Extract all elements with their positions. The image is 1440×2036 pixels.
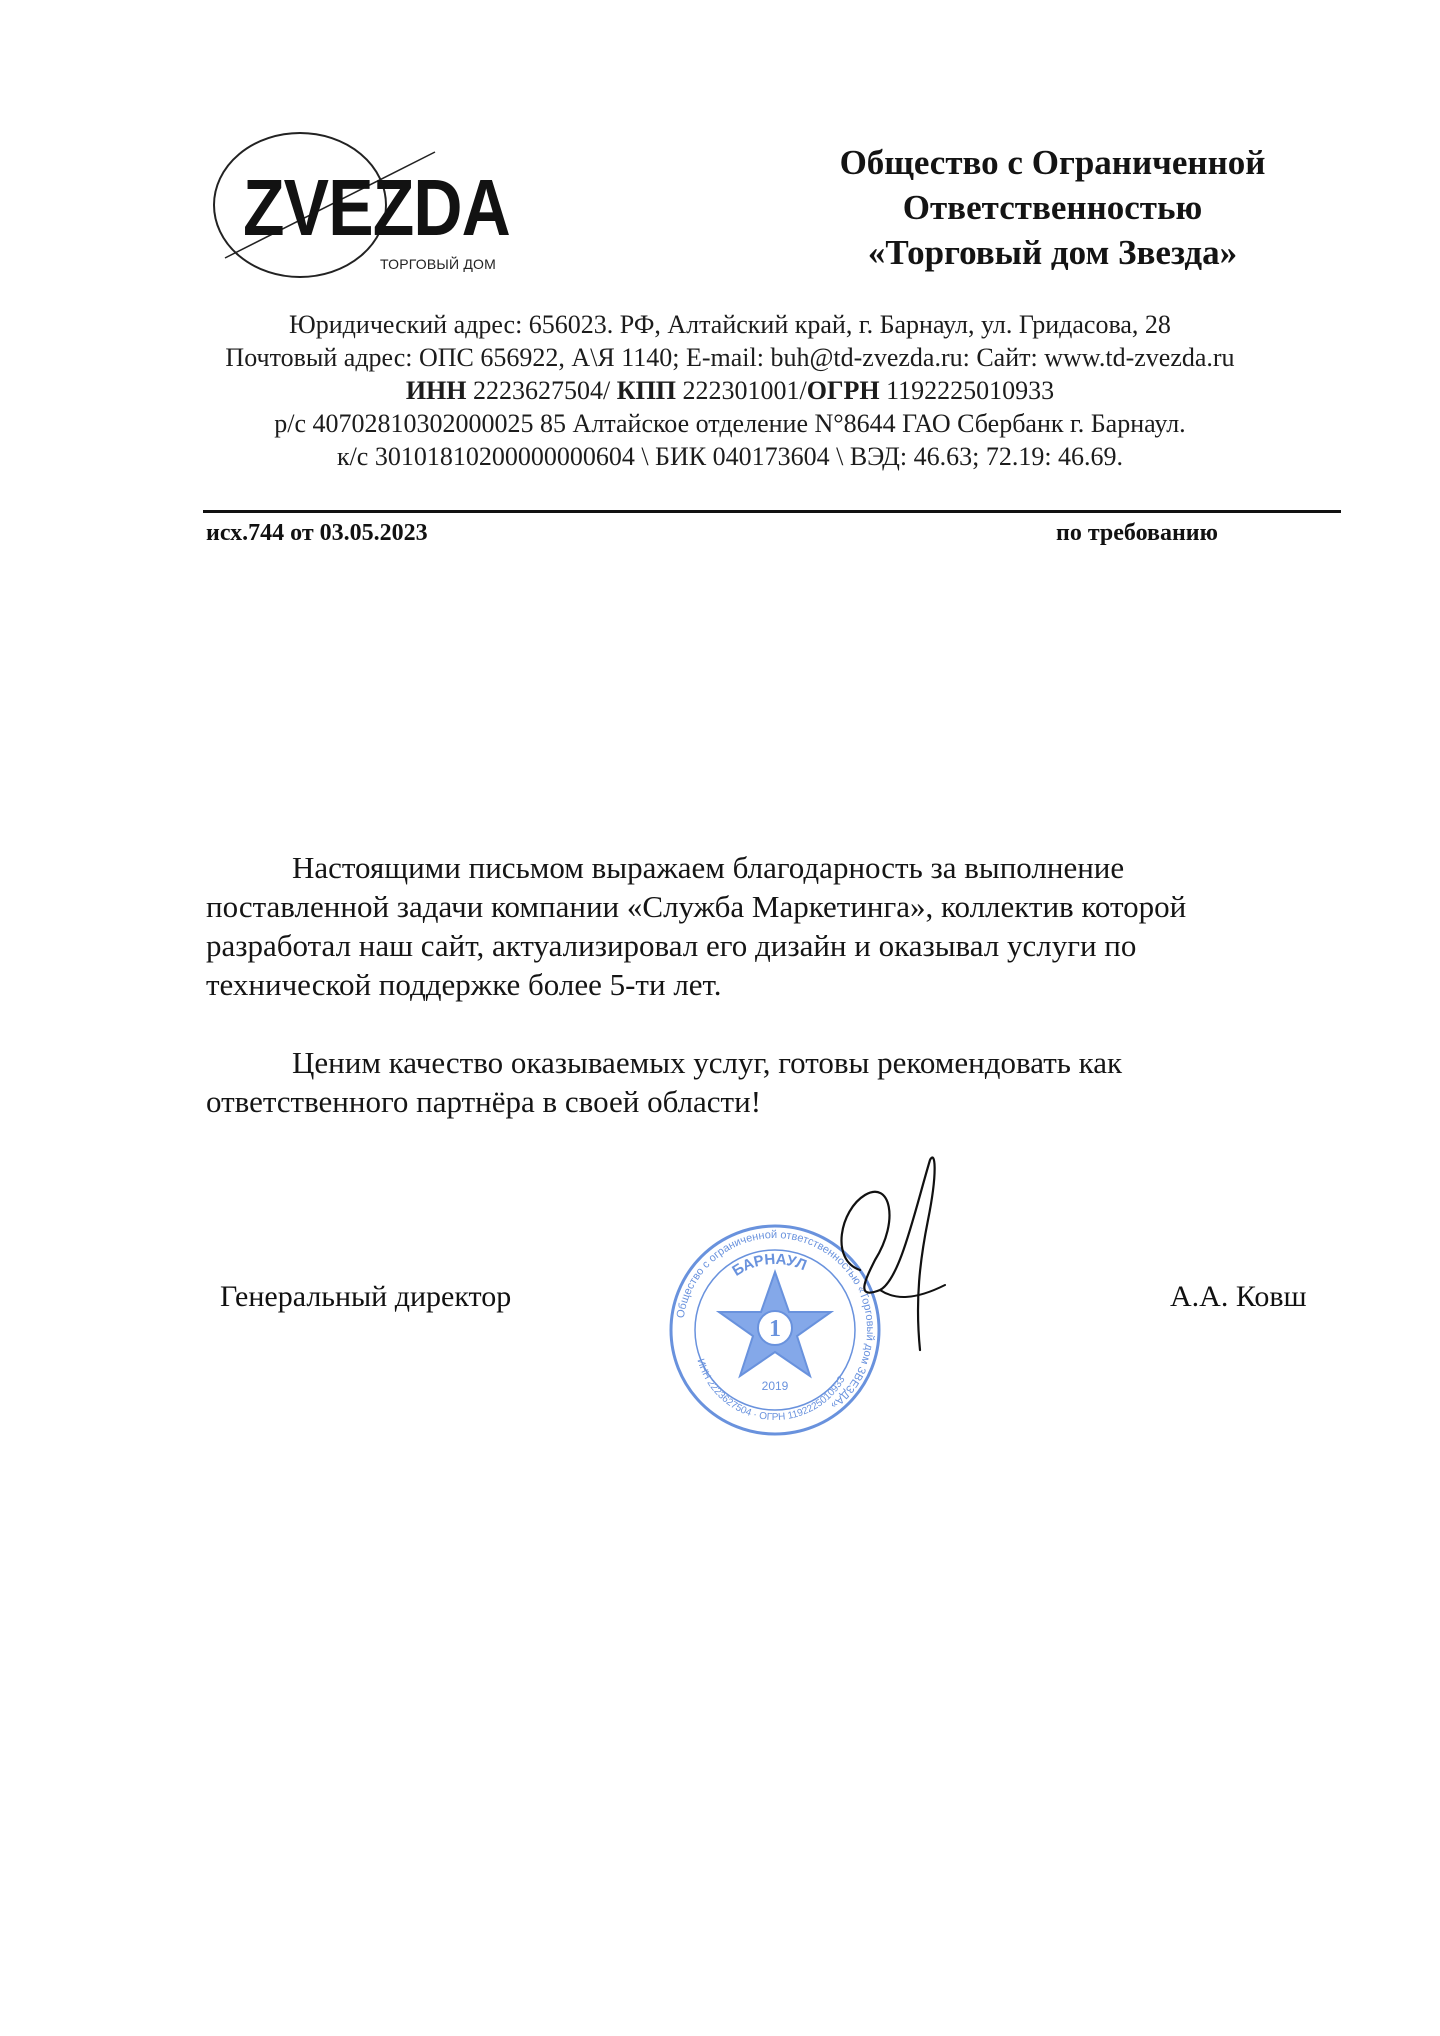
body-line: технической поддержке более 5-ти лет. xyxy=(206,967,722,1002)
kpp-label: КПП xyxy=(616,376,677,405)
letter-body xyxy=(206,848,1346,1160)
handwritten-signature xyxy=(820,1150,960,1360)
outgoing-reference: исх.744 от 03.05.2023 xyxy=(206,520,428,546)
body-line: Настоящими письмом выражаем благодарность за выполнение xyxy=(292,850,1125,885)
tax-ids xyxy=(160,374,1300,407)
stamp-city: БАРНАУЛ xyxy=(729,1250,809,1280)
company-title-line: Общество с Ограниченной xyxy=(839,143,1266,182)
company-title-line: «Торговый дом Звезда» xyxy=(867,233,1238,272)
ogrn-label: ОГРН xyxy=(806,376,880,405)
body-line: Ценим качество оказываемых услуг, готовы рекомендовать как xyxy=(292,1045,1123,1080)
company-logo xyxy=(205,130,510,280)
company-title-line: Ответственностью xyxy=(902,188,1203,227)
stamp-year: 2019 xyxy=(761,1379,789,1393)
stamp-bottom-text: ИНН 2223627504 · ОГРН 1192225010933 xyxy=(694,1357,848,1424)
body-line: поставленной задачи компании «Служба Маркетинга», коллектив которой xyxy=(206,889,1187,924)
company-title xyxy=(760,140,1345,275)
body-paragraph xyxy=(206,1043,1346,1121)
on-demand-note: по требованию xyxy=(1056,520,1218,546)
ogrn-value: 1192225010933 xyxy=(886,376,1055,405)
signer-name: А.А. Ковш xyxy=(1170,1280,1307,1313)
signer-position: Генеральный директор xyxy=(220,1280,512,1313)
stamp-outer-text: Общество с ограниченной ответственностью «Торговый дом ЗВЕЗДА» xyxy=(674,1228,877,1411)
postal-address: Почтовый адрес: ОПС 656922, А\Я 1140; E-mail: buh@td-zvezda.ru: Сайт: www.td-zvezda.ru xyxy=(225,343,1235,372)
logo-wordmark: ZVEZDA xyxy=(243,163,510,252)
logo-subtitle: ТОРГОВЫЙ ДОМ xyxy=(380,256,496,272)
body-line: разработал наш сайт, актуализировал его дизайн и оказывал услуги по xyxy=(206,928,1137,963)
inn-value: 2223627504/ xyxy=(472,376,611,405)
stamp-number: 1 xyxy=(769,1316,781,1342)
corr-account: к/с 30101810200000000604 \ БИК 040173604 \ ВЭД: 46.63; 72.19: 46.69. xyxy=(336,442,1124,471)
kpp-value: 222301001/ xyxy=(682,376,807,405)
bank-account: р/с 40702810302000025 85 Алтайское отделение N°8644 ГАО Сбербанк г. Барнаул. xyxy=(274,409,1186,438)
body-line: ответственного партнёра в своей области! xyxy=(206,1084,762,1119)
inn-label: ИНН xyxy=(405,376,467,405)
legal-address: Юридический адрес: 656023. РФ, Алтайский край, г. Барнаул, ул. Гридасова, 28 xyxy=(289,310,1171,339)
company-requisites xyxy=(160,308,1300,473)
header-divider xyxy=(203,510,1341,513)
body-paragraph xyxy=(206,848,1346,1004)
